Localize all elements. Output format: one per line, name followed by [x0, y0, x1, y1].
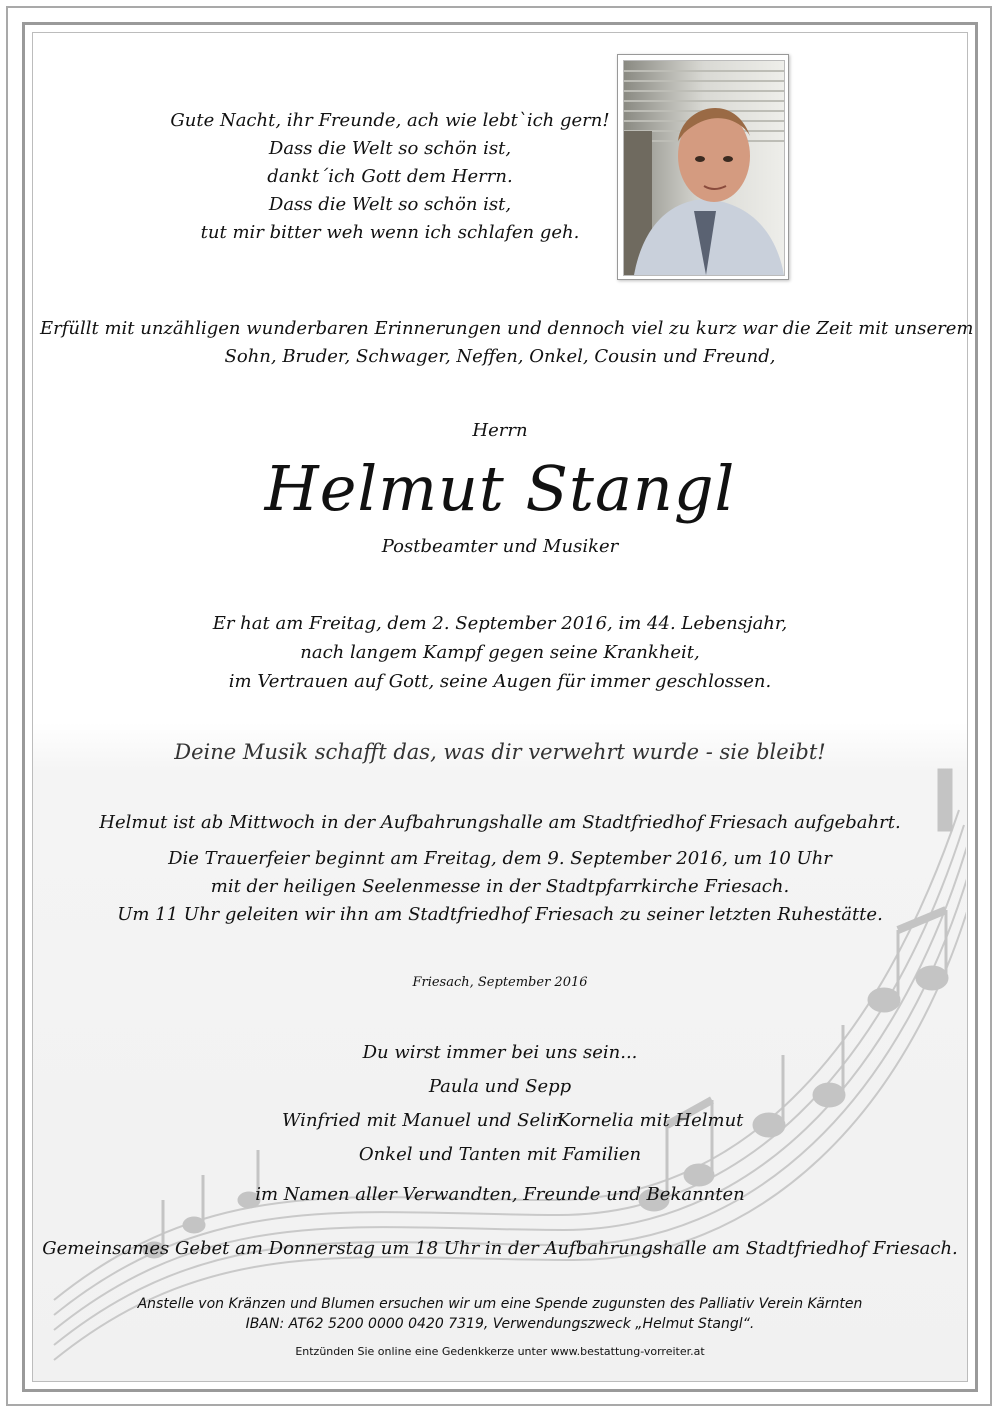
funeral-notice: [40, 845, 960, 929]
intro-text: [40, 315, 974, 371]
mourners-relatives: Onkel und Tanten mit Familien: [358, 1144, 642, 1165]
donation-notice: [40, 1294, 960, 1334]
viewing-notice: Helmut ist ab Mittwoch in der Aufbahrungshalle am Stadtfriedhof Friesach aufgebahrt.: [99, 812, 901, 833]
death-notice-line: im Vertrauen auf Gott, seine Augen für immer geschlossen.: [228, 671, 772, 692]
death-notice-line: nach langem Kampf gegen seine Krankheit,: [300, 642, 700, 663]
salutation: Herrn: [472, 420, 528, 441]
person-portrait-icon: [624, 61, 784, 275]
mourners-sibling-1: Winfried mit Manuel und Selin: [282, 1110, 564, 1131]
poem-line: Gute Nacht, ihr Freunde, ach wie lebt`ich gern!: [170, 110, 610, 131]
portrait-photo: [623, 60, 785, 276]
poem-line: Dass die Welt so schön ist,: [268, 138, 512, 159]
funeral-line: Die Trauerfeier beginnt am Freitag, dem 9. September 2016, um 10 Uhr: [168, 848, 832, 869]
intro-line: Sohn, Bruder, Schwager, Neffen, Onkel, Cousin und Freund,: [224, 346, 776, 367]
donation-line: Anstelle von Kränzen und Blumen ersuchen wir um eine Spende zugunsten des Palliativ Verein Kärnten: [137, 1296, 863, 1312]
profession: Postbeamter und Musiker: [381, 536, 619, 557]
funeral-line: mit der heiligen Seelenmesse in der Stadtpfarrkirche Friesach.: [210, 876, 790, 897]
poem-line: Dass die Welt so schön ist,: [268, 194, 512, 215]
funeral-line: Um 11 Uhr geleiten wir ihn am Stadtfriedhof Friesach zu seiner letzten Ruhestätte.: [117, 904, 883, 925]
mourners-intro: Du wirst immer bei uns sein...: [362, 1042, 638, 1063]
donation-line: IBAN: AT62 5200 0000 0420 7319, Verwendungszweck „Helmut Stangl“.: [245, 1316, 755, 1332]
footer-text: Entzünden Sie online eine Gedenkkerze unter www.bestattung-vorreiter.at: [295, 1345, 705, 1358]
place-date: Friesach, September 2016: [412, 975, 588, 990]
poem-line: tut mir bitter weh wenn ich schlafen geh.: [200, 222, 580, 243]
poem-block: [140, 107, 640, 247]
mourners-sibling-2: Kornelia mit Helmut: [557, 1110, 744, 1131]
death-notice-line: Er hat am Freitag, dem 2. September 2016, im 44. Lebensjahr,: [212, 613, 788, 634]
deceased-name: Helmut Stangl: [264, 452, 736, 525]
poem-line: dankt´ich Gott dem Herrn.: [267, 166, 513, 187]
intro-line: Erfüllt mit unzähligen wunderbaren Erinnerungen und dennoch viel zu kurz war die Zeit mit unserem: [40, 318, 974, 339]
death-notice: [40, 609, 960, 696]
mourners-parents: Paula und Sepp: [428, 1076, 572, 1097]
portrait-photo-frame: [617, 54, 789, 280]
prayer-notice: Gemeinsames Gebet am Donnerstag um 18 Uhr in der Aufbahrungshalle am Stadtfriedhof Friesach.: [42, 1238, 958, 1259]
mourners-closing: im Namen aller Verwandten, Freunde und Bekannten: [255, 1184, 745, 1205]
motto: Deine Musik schafft das, was dir verwehrt wurde - sie bleibt!: [174, 740, 826, 764]
